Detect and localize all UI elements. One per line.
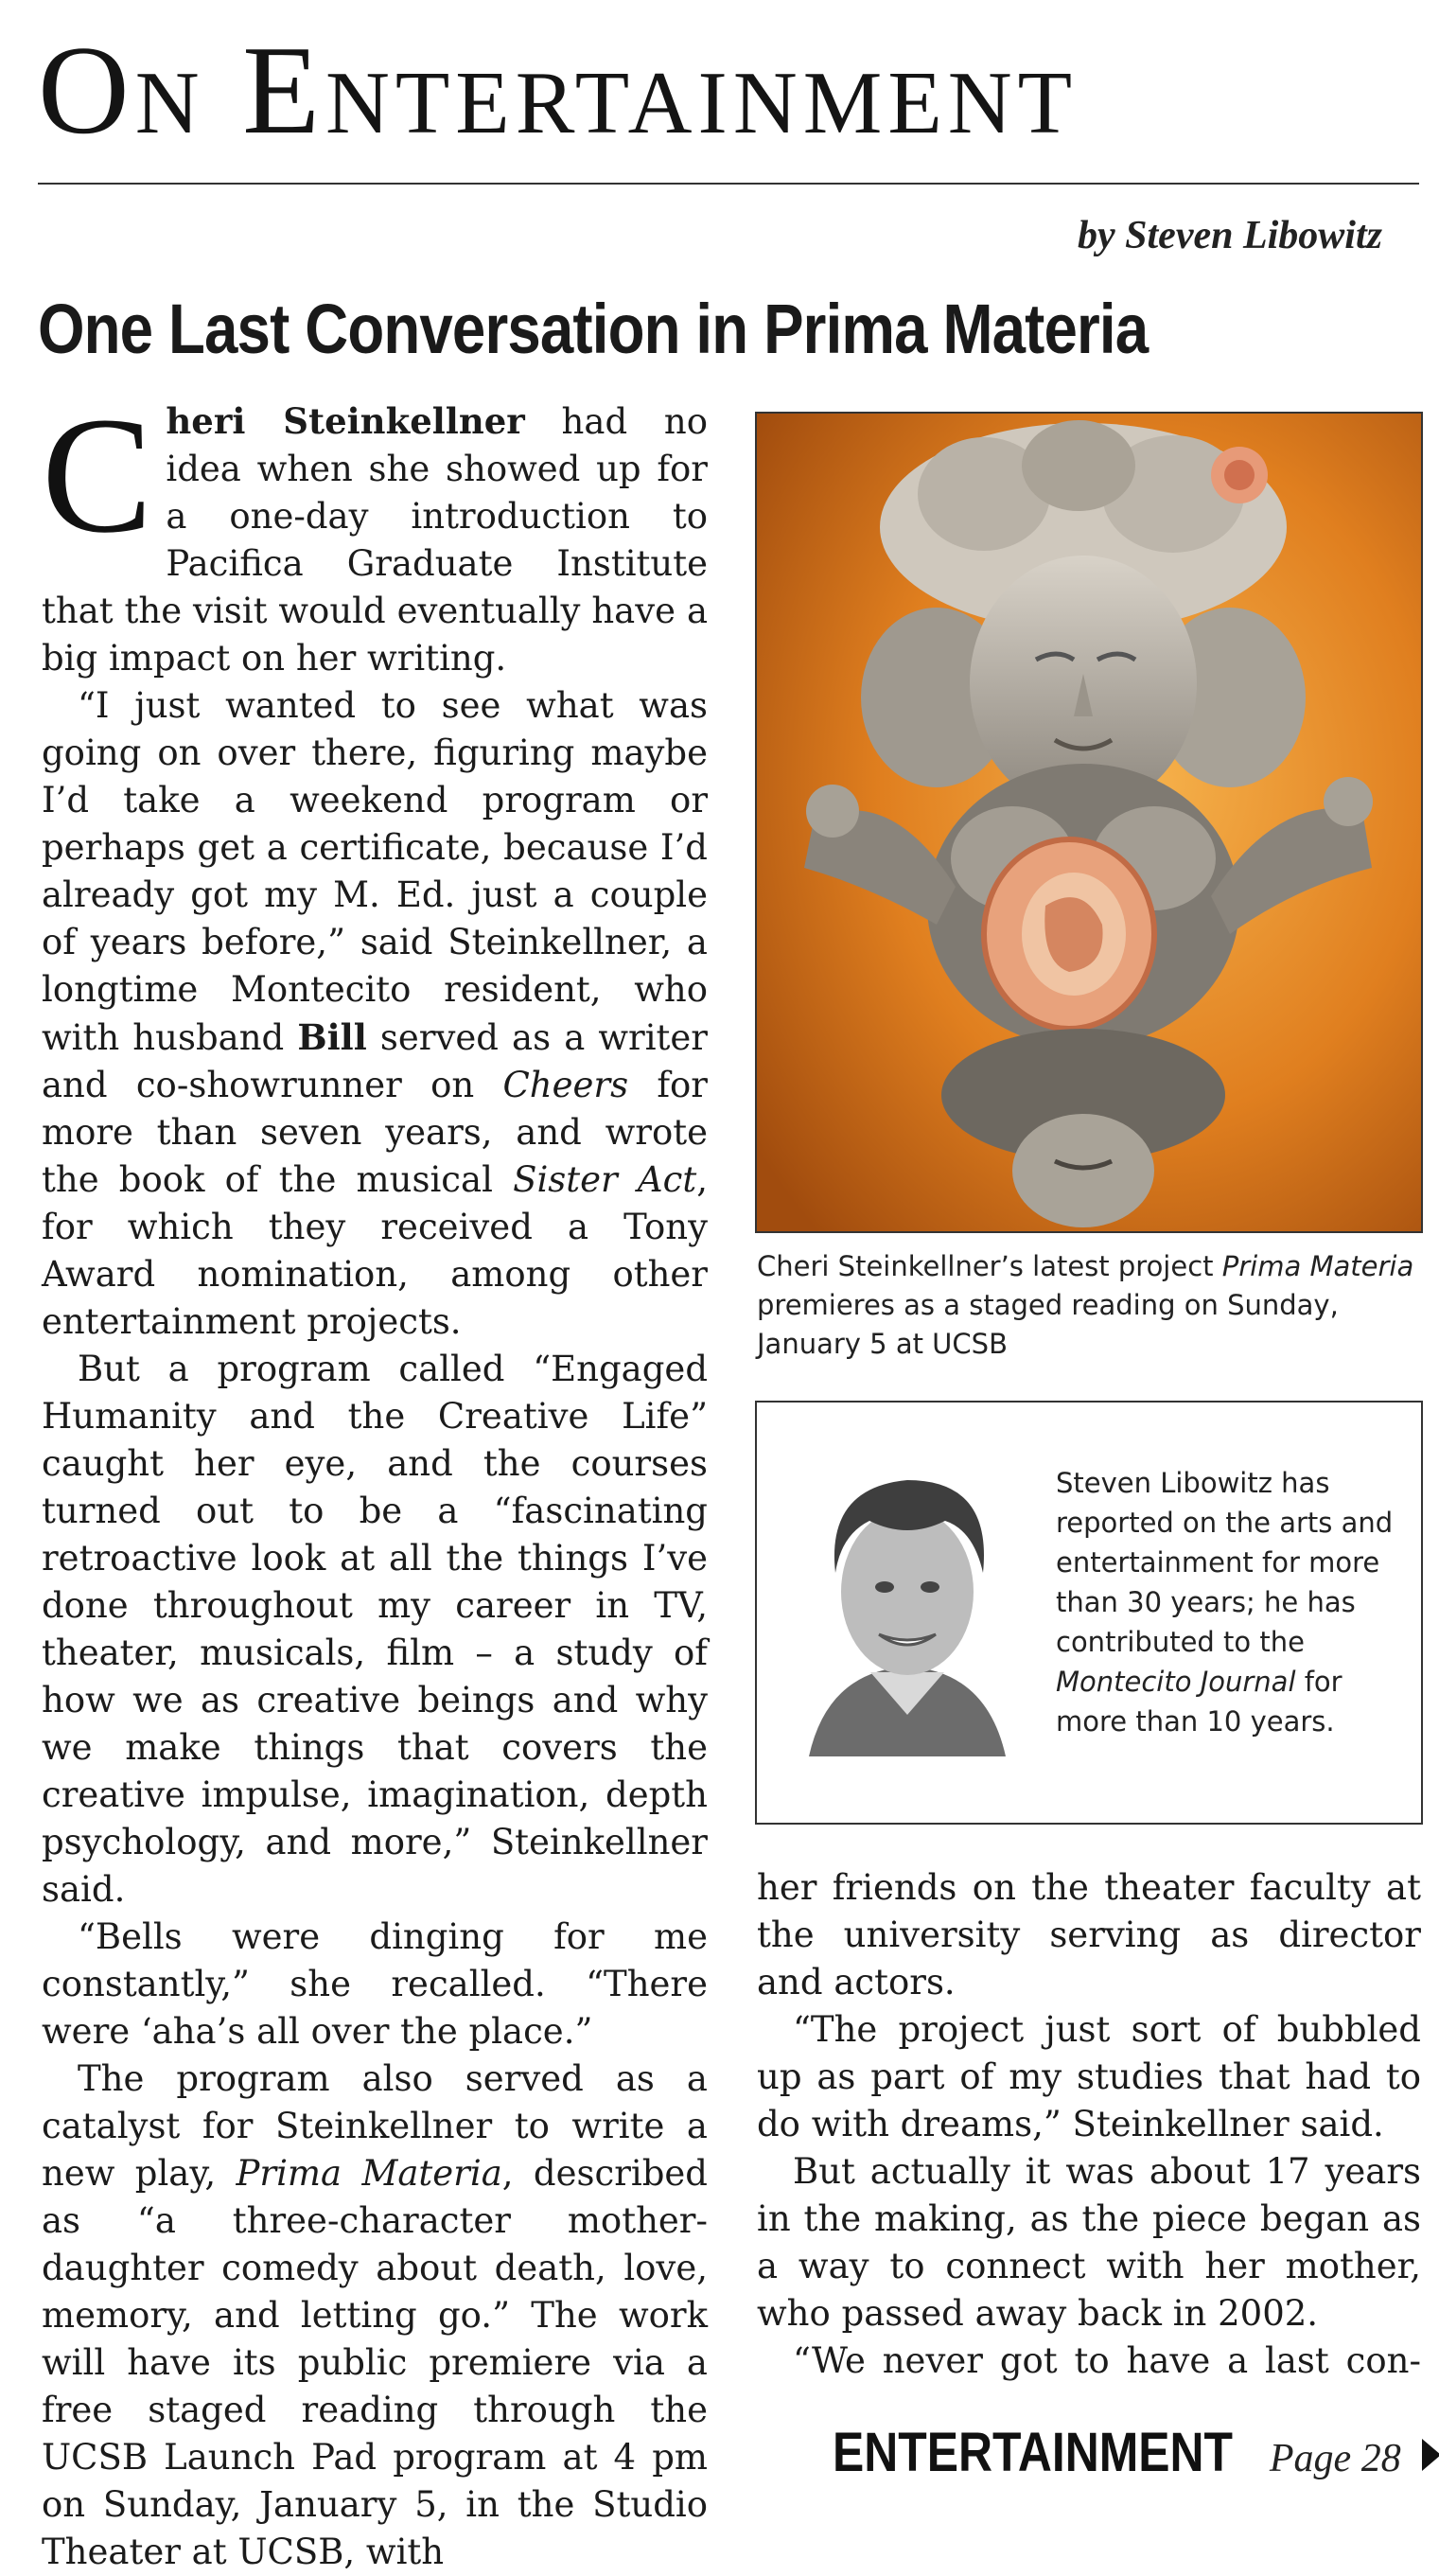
paragraph-text: The program also served as a catalyst for Steinkellner to write a new play,	[42, 2058, 708, 2194]
triangle-right-icon	[1422, 2439, 1439, 2471]
paragraph-text: , for which they received a Tony Award nomination, among other entertainment projects.	[42, 1159, 708, 1342]
paragraph-3: But a program called “Engaged Humanity and the Creative Life” caught her eye, and the courses turned out to be a “fascinating retroactive look at all the things I’ve done throughout my career in TV, theater, musicals, film – a study of how we as creative beings and why we make things that covers the creative impulse, imagination, depth psychology, and more,” Steinkellner said.	[42, 1349, 708, 1910]
show-title: Cheers	[502, 1065, 629, 1105]
paragraph-text: for more than seven years, and wrote the book of the musical	[42, 1065, 708, 1200]
play-title: Prima Materia	[1221, 1250, 1414, 1282]
section-masthead: On Entertainment	[38, 20, 1079, 160]
bio-text: for more than 10 years.	[1056, 1666, 1342, 1738]
paragraph-2	[42, 682, 708, 1346]
caption-text: Cheri Steinkellner’s latest project	[757, 1250, 1222, 1282]
paragraph-text: “I just wanted to see what was going on over there, figuring maybe I’d take a weekend program or perhaps get a certificate, because I’d already got my M. Ed. just a couple of years before,” said Steinkellner, a longtime Montecito resident, who with husband	[42, 685, 708, 1058]
paragraph-text: served as a writer and co-showrunner on	[42, 1017, 708, 1105]
paragraph-8: But actually it was about 17 years in the making, as the piece began as a way to connect with her mother, who passed away back in 2002.	[757, 2151, 1421, 2334]
paragraph-text: had no idea when she showed up for a one-day introduction to Pacifica Graduate Institute that the visit would eventually have a big impact on her writing.	[42, 401, 708, 679]
play-title: Prima Materia	[236, 2153, 502, 2194]
paragraph-7: “The project just sort of bubbled up as part of my studies that had to do with dreams,” Steinkellner said.	[757, 2009, 1421, 2144]
sculpture-collage-image	[757, 414, 1421, 1231]
bio-text: Steven Libowitz has reported on the arts and entertainment for more than 30 years; he has contributed to the	[1056, 1467, 1394, 1658]
continued-on-jump-link[interactable]	[833, 2421, 1439, 2484]
article-headline: One Last Conversation in Prima Materia	[38, 290, 1149, 368]
person-name: heri Steinkellner	[166, 400, 525, 442]
paragraph-4: “Bells were dinging for me constantly,” she recalled. “There were ‘aha’s all over the place.”	[42, 1916, 708, 2052]
masthead-rule	[38, 183, 1419, 185]
publication-name: Montecito Journal	[1056, 1666, 1296, 1698]
article-column-left	[42, 383, 708, 2576]
author-headshot	[781, 1450, 1034, 1756]
drop-cap: C	[42, 383, 153, 568]
show-title: Sister Act	[513, 1159, 697, 1200]
jump-section-label: ENTERTAINMENT	[833, 2422, 1234, 2483]
paragraph-1	[42, 383, 708, 682]
paragraph-5	[42, 2056, 708, 2576]
jump-page-label: Page 28	[1269, 2437, 1401, 2480]
caption-text: premieres as a staged reading on Sunday, January 5 at UCSB	[757, 1289, 1339, 1360]
paragraph-text: , described as “a three-character mother-daughter comedy about death, love, memory, and letting go.” The work will have its public premiere via a free staged reading through the UCSB Launch Pad program at 4 pm on Sunday, January 5, in the Studio Theater at UCSB, with	[42, 2153, 708, 2572]
article-photo-sculpture	[755, 412, 1423, 1233]
author-bio-text	[1056, 1463, 1396, 1741]
byline: by Steven Libowitz	[1078, 214, 1382, 257]
article-column-right	[757, 1864, 1421, 2385]
paragraph-9: “We never got to have a last con-	[793, 2340, 1421, 2381]
paragraph-6: her friends on the theater faculty at the university serving as director and actors.	[757, 1867, 1421, 2003]
author-bio-box	[755, 1401, 1423, 1825]
person-name: Bill	[297, 1016, 367, 1058]
photo-caption	[757, 1247, 1423, 1364]
